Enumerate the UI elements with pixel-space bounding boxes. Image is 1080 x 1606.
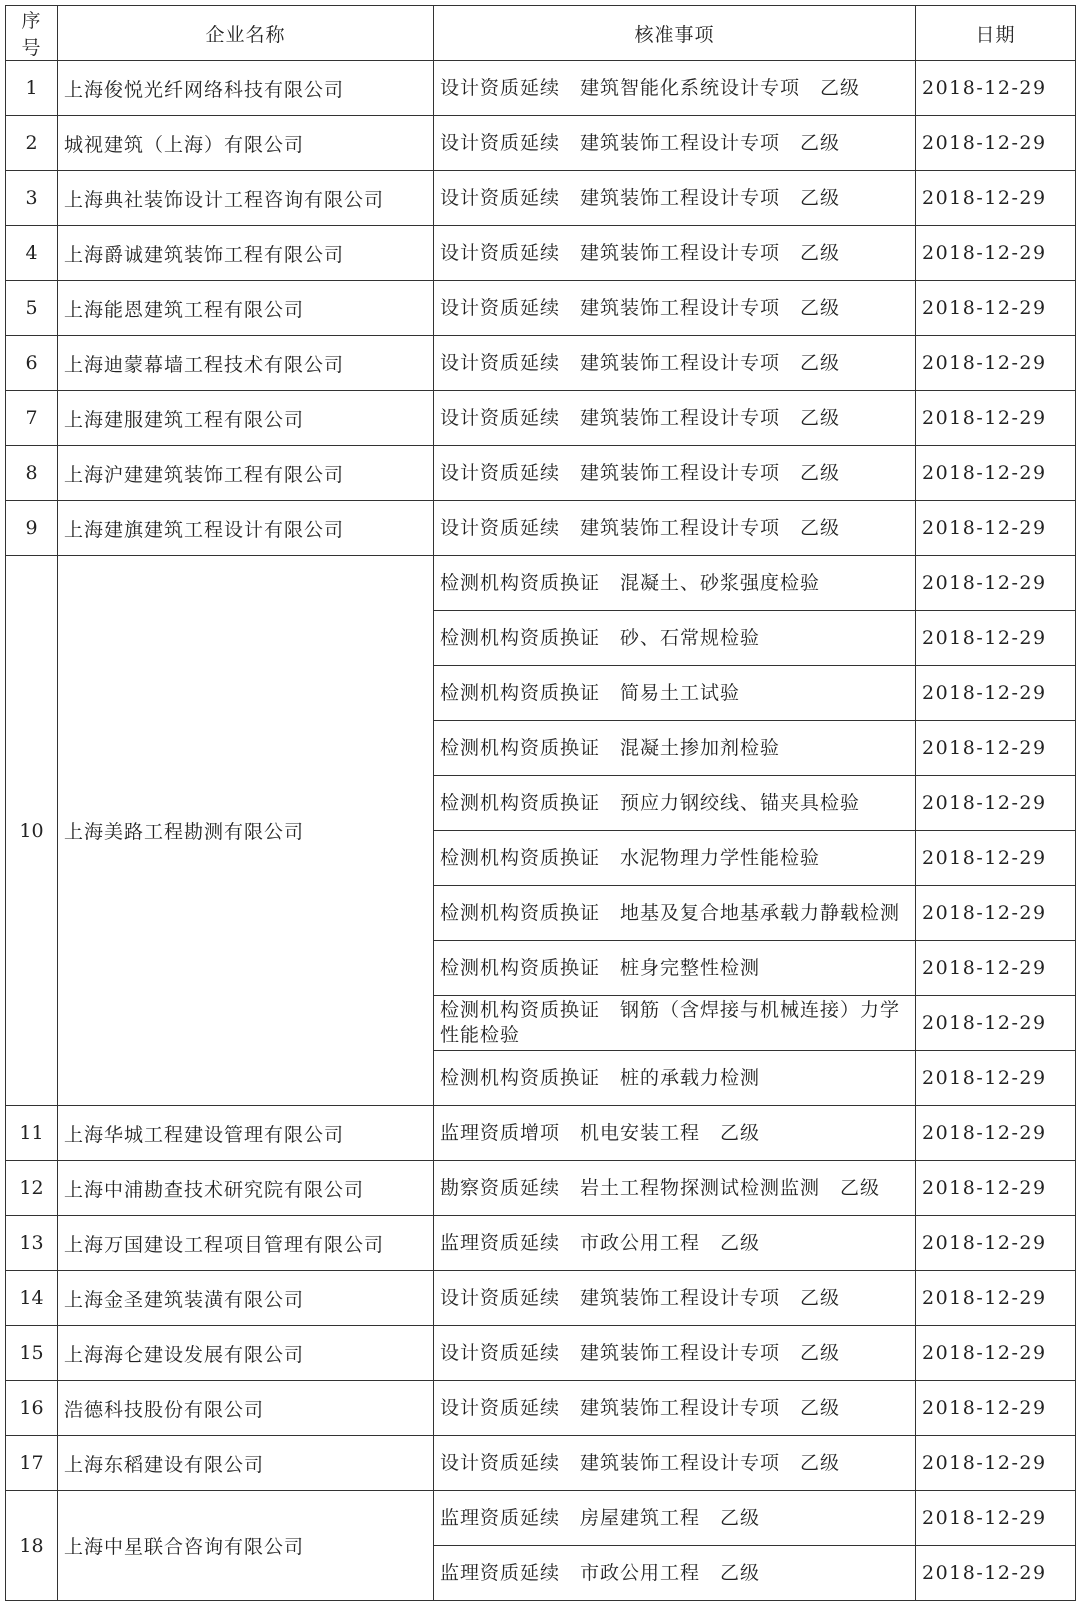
- row-number: 9: [6, 501, 58, 556]
- row-number: 8: [6, 446, 58, 501]
- approval-date: 2018-12-29: [916, 1271, 1076, 1326]
- row-number: 10: [6, 556, 58, 1106]
- row-number: 14: [6, 1271, 58, 1326]
- approval-date: 2018-12-29: [916, 1161, 1076, 1216]
- approval-date: 2018-12-29: [916, 171, 1076, 226]
- approval-item: 设计资质延续 建筑智能化系统设计专项 乙级: [434, 61, 916, 116]
- approval-date: 2018-12-29: [916, 1491, 1076, 1546]
- table-row: [6, 171, 1076, 226]
- company-name: 上海迪蒙幕墙工程技术有限公司: [58, 336, 434, 391]
- company-name: 上海华城工程建设管理有限公司: [58, 1106, 434, 1161]
- table-row: [6, 1436, 1076, 1491]
- approval-item: 检测机构资质换证 砂、石常规检验: [434, 611, 916, 666]
- approval-date: 2018-12-29: [916, 1216, 1076, 1271]
- approval-date: 2018-12-29: [916, 226, 1076, 281]
- approval-item: 检测机构资质换证 钢筋（含焊接与机械连接）力学性能检验: [434, 996, 916, 1051]
- company-name: 上海沪建建筑装饰工程有限公司: [58, 446, 434, 501]
- company-name: 城视建筑（上海）有限公司: [58, 116, 434, 171]
- approval-date: 2018-12-29: [916, 556, 1076, 611]
- approval-date: 2018-12-29: [916, 336, 1076, 391]
- row-number: 17: [6, 1436, 58, 1491]
- table-row: [6, 1271, 1076, 1326]
- approval-item: 设计资质延续 建筑装饰工程设计专项 乙级: [434, 1436, 916, 1491]
- row-number: 13: [6, 1216, 58, 1271]
- approval-date: 2018-12-29: [916, 61, 1076, 116]
- company-name: 上海建服建筑工程有限公司: [58, 391, 434, 446]
- row-number: 1: [6, 61, 58, 116]
- approval-item: 监理资质延续 市政公用工程 乙级: [434, 1216, 916, 1271]
- approval-item: 设计资质延续 建筑装饰工程设计专项 乙级: [434, 1271, 916, 1326]
- row-number: 2: [6, 116, 58, 171]
- approval-date: 2018-12-29: [916, 831, 1076, 886]
- row-number: 12: [6, 1161, 58, 1216]
- row-number: 4: [6, 226, 58, 281]
- approval-item: 检测机构资质换证 桩的承载力检测: [434, 1051, 916, 1106]
- table-row: [6, 281, 1076, 336]
- approval-date: 2018-12-29: [916, 391, 1076, 446]
- row-number: 16: [6, 1381, 58, 1436]
- table-row: [6, 1381, 1076, 1436]
- approval-item: 监理资质延续 房屋建筑工程 乙级: [434, 1491, 916, 1546]
- company-name: 上海万国建设工程项目管理有限公司: [58, 1216, 434, 1271]
- row-number: 3: [6, 171, 58, 226]
- approval-item: 检测机构资质换证 水泥物理力学性能检验: [434, 831, 916, 886]
- approval-date: 2018-12-29: [916, 1546, 1076, 1601]
- approval-item: 监理资质延续 市政公用工程 乙级: [434, 1546, 916, 1601]
- header-date: 日期: [916, 6, 1076, 61]
- approval-date: 2018-12-29: [916, 996, 1076, 1051]
- company-name: 上海俊悦光纤网络科技有限公司: [58, 61, 434, 116]
- row-number: 11: [6, 1106, 58, 1161]
- header-company: 企业名称: [58, 6, 434, 61]
- approval-item: 检测机构资质换证 地基及复合地基承载力静载检测: [434, 886, 916, 941]
- company-name: 浩德科技股份有限公司: [58, 1381, 434, 1436]
- approval-date: 2018-12-29: [916, 886, 1076, 941]
- company-name: 上海爵诚建筑装饰工程有限公司: [58, 226, 434, 281]
- approval-date: 2018-12-29: [916, 1106, 1076, 1161]
- company-name: 上海中浦勘查技术研究院有限公司: [58, 1161, 434, 1216]
- table-row: [6, 446, 1076, 501]
- approval-date: 2018-12-29: [916, 446, 1076, 501]
- row-number: 7: [6, 391, 58, 446]
- approval-item: 设计资质延续 建筑装饰工程设计专项 乙级: [434, 1381, 916, 1436]
- approval-item: 勘察资质延续 岩土工程物探测试检测监测 乙级: [434, 1161, 916, 1216]
- company-name: 上海中星联合咨询有限公司: [58, 1491, 434, 1601]
- approval-date: 2018-12-29: [916, 941, 1076, 996]
- approval-item: 设计资质延续 建筑装饰工程设计专项 乙级: [434, 391, 916, 446]
- table-row: [6, 1491, 1076, 1546]
- company-name: 上海海仑建设发展有限公司: [58, 1326, 434, 1381]
- approval-date: 2018-12-29: [916, 501, 1076, 556]
- table-row: [6, 391, 1076, 446]
- company-name: 上海东稻建设有限公司: [58, 1436, 434, 1491]
- company-name: 上海建旗建筑工程设计有限公司: [58, 501, 434, 556]
- company-name: 上海典社装饰设计工程咨询有限公司: [58, 171, 434, 226]
- table-row: [6, 226, 1076, 281]
- table-row: [6, 501, 1076, 556]
- approval-item: 设计资质延续 建筑装饰工程设计专项 乙级: [434, 281, 916, 336]
- approval-item: 检测机构资质换证 混凝土掺加剂检验: [434, 721, 916, 776]
- approval-table: [5, 5, 1076, 1601]
- header-item: 核准事项: [434, 6, 916, 61]
- table-row: [6, 556, 1076, 611]
- approval-item: 设计资质延续 建筑装饰工程设计专项 乙级: [434, 226, 916, 281]
- approval-item: 设计资质延续 建筑装饰工程设计专项 乙级: [434, 171, 916, 226]
- approval-item: 设计资质延续 建筑装饰工程设计专项 乙级: [434, 501, 916, 556]
- table-row: [6, 1161, 1076, 1216]
- approval-date: 2018-12-29: [916, 1051, 1076, 1106]
- row-number: 15: [6, 1326, 58, 1381]
- approval-date: 2018-12-29: [916, 1381, 1076, 1436]
- table-row: [6, 116, 1076, 171]
- approval-date: 2018-12-29: [916, 116, 1076, 171]
- approval-item: 检测机构资质换证 混凝土、砂浆强度检验: [434, 556, 916, 611]
- table-row: [6, 1326, 1076, 1381]
- approval-item: 设计资质延续 建筑装饰工程设计专项 乙级: [434, 1326, 916, 1381]
- table-body: [6, 61, 1076, 1601]
- table-row: [6, 1216, 1076, 1271]
- approval-date: 2018-12-29: [916, 1436, 1076, 1491]
- approval-date: 2018-12-29: [916, 721, 1076, 776]
- company-name: 上海金圣建筑装潢有限公司: [58, 1271, 434, 1326]
- approval-date: 2018-12-29: [916, 666, 1076, 721]
- company-name: 上海能恩建筑工程有限公司: [58, 281, 434, 336]
- approval-date: 2018-12-29: [916, 1326, 1076, 1381]
- row-number: 5: [6, 281, 58, 336]
- row-number: 18: [6, 1491, 58, 1601]
- row-number: 6: [6, 336, 58, 391]
- header-no: 序号: [6, 6, 58, 61]
- table-row: [6, 61, 1076, 116]
- table-header-row: [6, 6, 1076, 61]
- table-row: [6, 336, 1076, 391]
- approval-item: 设计资质延续 建筑装饰工程设计专项 乙级: [434, 116, 916, 171]
- table-row: [6, 1106, 1076, 1161]
- approval-item: 检测机构资质换证 简易土工试验: [434, 666, 916, 721]
- approval-item: 设计资质延续 建筑装饰工程设计专项 乙级: [434, 446, 916, 501]
- approval-item: 检测机构资质换证 桩身完整性检测: [434, 941, 916, 996]
- approval-item: 监理资质增项 机电安装工程 乙级: [434, 1106, 916, 1161]
- approval-date: 2018-12-29: [916, 776, 1076, 831]
- approval-date: 2018-12-29: [916, 281, 1076, 336]
- approval-item: 检测机构资质换证 预应力钢绞线、锚夹具检验: [434, 776, 916, 831]
- approval-item: 设计资质延续 建筑装饰工程设计专项 乙级: [434, 336, 916, 391]
- company-name: 上海美路工程勘测有限公司: [58, 556, 434, 1106]
- approval-date: 2018-12-29: [916, 611, 1076, 666]
